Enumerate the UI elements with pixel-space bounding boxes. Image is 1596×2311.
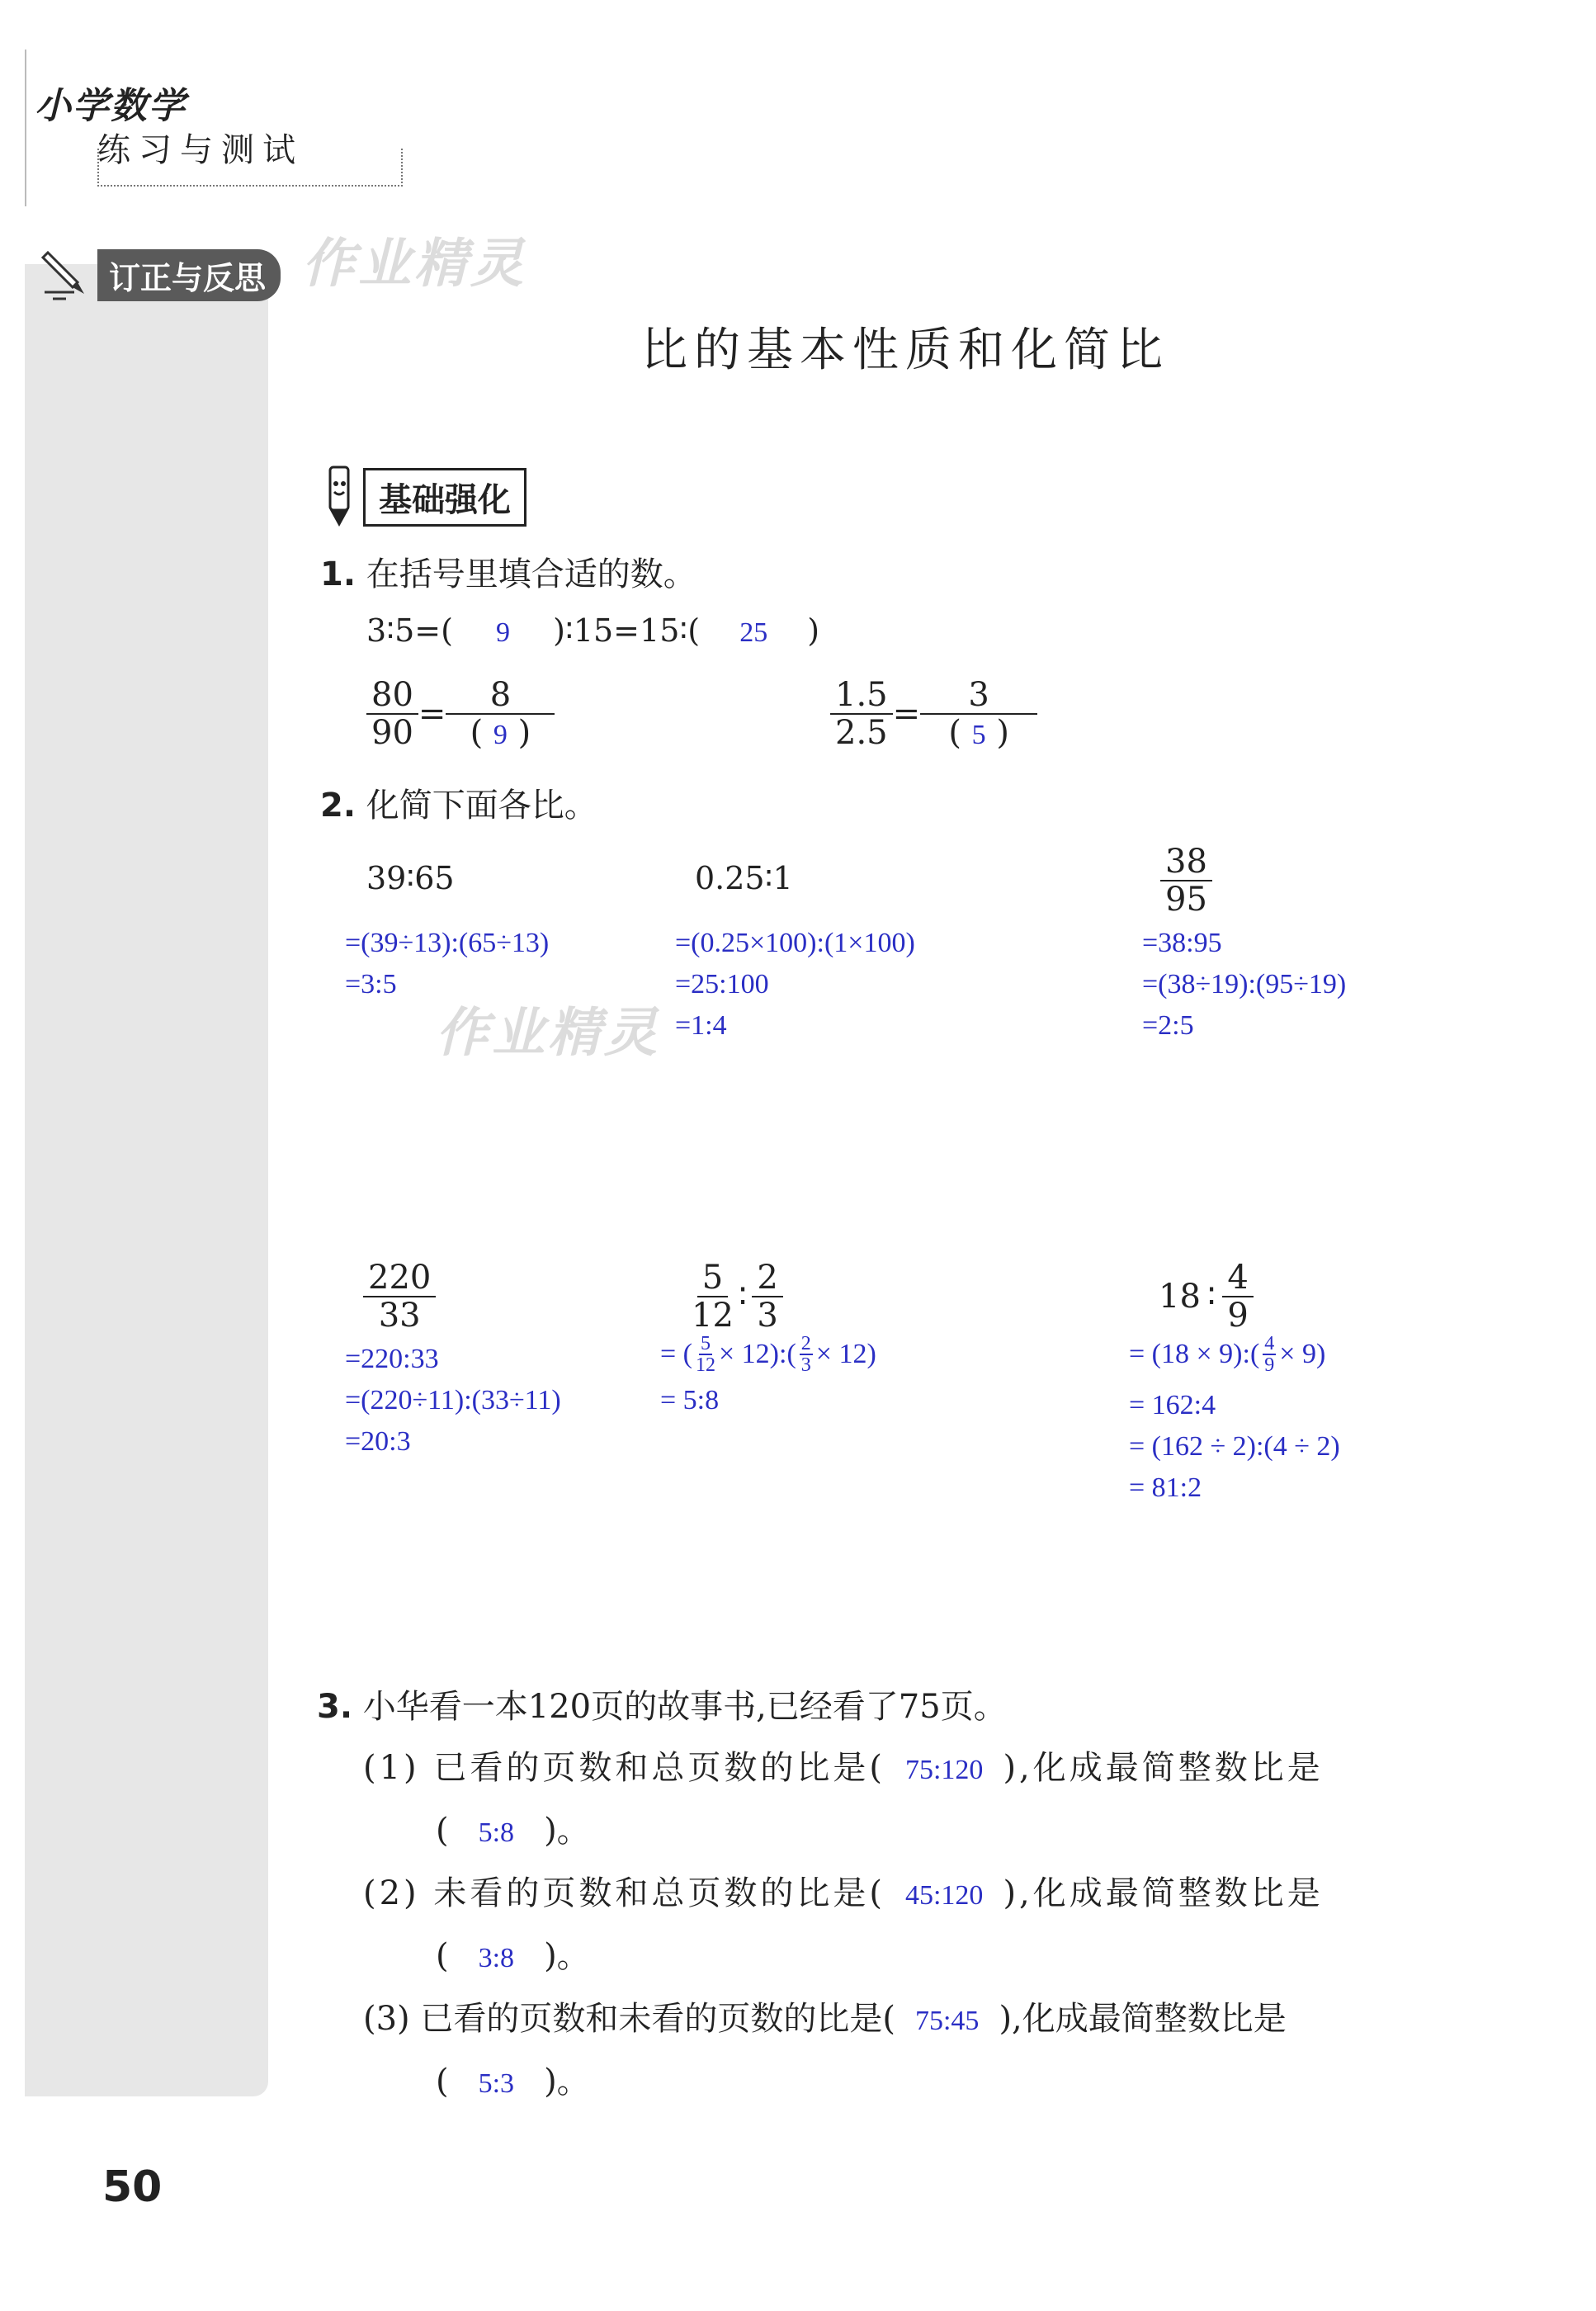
q2-p6-step-1 xyxy=(1129,1334,1325,1375)
q1-prompt-line xyxy=(320,548,696,595)
q2-p5-step1-f2d: 3 xyxy=(800,1354,811,1376)
q2-p6-step1-fd: 9 xyxy=(1264,1354,1275,1376)
q3-s3-answer-1: 75:45 xyxy=(914,2006,980,2036)
q3-s1-text: (1) 已看的页数和总页数的比是( xyxy=(363,1749,885,1787)
q3-s2-line xyxy=(363,1867,1324,1914)
q2-p5-step-2: = 5:8 xyxy=(660,1385,720,1415)
q3-s3-line2 xyxy=(436,2055,590,2102)
section-label: 基础强化 xyxy=(363,468,526,527)
q2-p5-colon: ∶ xyxy=(738,1278,748,1316)
q3-s3-open: ( xyxy=(436,2063,449,2101)
q1-answer-1: 9 xyxy=(496,617,511,648)
q3-s2-line2 xyxy=(436,1930,590,1977)
q2-p5-step1-f1n: 5 xyxy=(701,1333,711,1354)
q2-p6-num: 4 xyxy=(1222,1259,1253,1297)
q2-p4-expr xyxy=(363,1259,436,1334)
q2-p5-num2: 2 xyxy=(752,1259,782,1297)
series-subtitle-box xyxy=(97,149,403,187)
q2-number: 2. xyxy=(320,787,357,825)
watermark-middle: 作业精灵 xyxy=(436,1002,660,1064)
section-header xyxy=(320,464,526,530)
q1-answer-2: 25 xyxy=(739,617,768,648)
correction-sidebar xyxy=(25,264,268,2096)
page-number: 50 xyxy=(102,2162,163,2212)
q2-p2-expr: 0.25∶1 xyxy=(695,860,793,896)
q1-frac2-num: 1.5 xyxy=(830,677,893,715)
q1-ratio-line xyxy=(366,612,819,649)
q2-p2-step-2: =25:100 xyxy=(675,969,769,1000)
q3-number: 3. xyxy=(317,1688,353,1726)
q2-p4-solution xyxy=(345,1339,561,1463)
q2-p6-expr xyxy=(1159,1259,1254,1334)
q2-p6-step-4: = 81:2 xyxy=(1129,1472,1202,1503)
q1-prompt: 在括号里填合适的数。 xyxy=(366,555,696,593)
q1-frac2-answer: 5 xyxy=(971,720,986,750)
q2-p4-den: 33 xyxy=(378,1297,421,1335)
q2-p5-step1-c: × 12) xyxy=(815,1339,876,1369)
pencil-mascot-icon xyxy=(320,464,357,530)
q3-s2-mid: ),化成最简整数比是 xyxy=(1003,1874,1324,1912)
q2-p1-step-2: =3:5 xyxy=(345,969,397,1000)
q2-p2-step-1: =(0.25×100):(1×100) xyxy=(675,928,915,958)
q2-p6-step1-a: = (18 × 9):( xyxy=(1129,1339,1260,1369)
q1-frac1-rnum: 8 xyxy=(446,677,555,715)
q3-s2-close: )。 xyxy=(544,1937,590,1975)
q1-frac2-eq: = xyxy=(892,695,921,733)
q2-p6-step1-b: × 9) xyxy=(1279,1339,1326,1369)
q1-ratio-part-b: )∶15=15∶( xyxy=(553,612,701,649)
q3-s2-open: ( xyxy=(436,1937,449,1975)
q2-p6-colon: ∶ xyxy=(1206,1278,1216,1316)
q1-fraction-2: $\frac{1.5}{2.5}$ = $\frac{3}{( 5 )}$ xyxy=(830,677,1037,751)
q3-s3-answer-2: 5:3 xyxy=(478,2068,515,2099)
q3-s1-line xyxy=(363,1742,1324,1789)
q2-prompt-line xyxy=(320,779,597,826)
q1-frac2-den: 2.5 xyxy=(835,714,888,752)
header-rule xyxy=(25,50,26,206)
q3-s3-close: )。 xyxy=(544,2063,590,2101)
q3-s1-answer-1: 75:120 xyxy=(904,1755,984,1785)
q2-p4-step-3: =20:3 xyxy=(345,1426,411,1457)
q3-s3-line xyxy=(363,1992,1287,2039)
q2-p5-den1: 12 xyxy=(692,1297,734,1335)
q3-prompt-line xyxy=(317,1680,1007,1727)
q3-s2-answer-1: 45:120 xyxy=(904,1880,984,1911)
q2-p4-num: 220 xyxy=(363,1259,436,1297)
q3-s1-line2 xyxy=(436,1804,590,1851)
q1-ratio-part-a: 3∶5=( xyxy=(366,612,453,649)
q2-p3-solution xyxy=(1142,923,1346,1047)
watermark-top: 作业精灵 xyxy=(302,233,526,295)
q2-p5-step1-b: × 12):( xyxy=(719,1339,796,1369)
q2-p5-step1-f2n: 2 xyxy=(800,1333,811,1354)
q2-p3-den: 95 xyxy=(1165,881,1207,919)
q3-s2-answer-2: 3:8 xyxy=(478,1943,515,1973)
correction-label: 订正与反思 xyxy=(97,249,281,301)
q2-p1-solution xyxy=(345,923,549,1005)
q2-p5-step-1 xyxy=(660,1334,876,1375)
q2-p5-num1: 5 xyxy=(697,1259,728,1297)
q2-p3-step-1: =38:95 xyxy=(1142,928,1222,958)
q1-frac1-num: 80 xyxy=(366,677,418,715)
q1-ratio-part-c: ) xyxy=(807,612,820,649)
q1-frac1-eq: = xyxy=(418,695,446,733)
q1-fraction-1: $\frac{80}{90}$ = $\frac{8}{( 9 )}$ xyxy=(366,677,555,751)
correction-header xyxy=(41,248,281,302)
q1-frac1-answer: 9 xyxy=(493,720,508,750)
q3-s1-open: ( xyxy=(436,1812,449,1850)
q1-frac1-den: 90 xyxy=(371,714,413,752)
q2-p6-step-3: = (162 ÷ 2):(4 ÷ 2) xyxy=(1129,1431,1340,1462)
q3-s3-text: (3) 已看的页数和未看的页数的比是( xyxy=(363,2000,895,2038)
q2-p2-solution xyxy=(675,923,915,1047)
q2-p5-expr xyxy=(692,1259,783,1334)
q2-p5-step1-f1d: 12 xyxy=(696,1354,715,1376)
q2-p6-solution-rest xyxy=(1129,1385,1340,1509)
q2-p3-num: 38 xyxy=(1160,844,1212,881)
q2-prompt: 化简下面各比。 xyxy=(366,787,597,825)
q3-prompt: 小华看一本120页的故事书,已经看了75页。 xyxy=(362,1688,1007,1726)
q2-p1-expr: 39∶65 xyxy=(366,860,455,896)
q2-p6-step-2: = 162:4 xyxy=(1129,1390,1216,1420)
q3-s1-mid: ),化成最简整数比是 xyxy=(1003,1749,1324,1787)
q2-p2-step-3: =1:4 xyxy=(675,1010,727,1041)
q2-p3-step-3: =2:5 xyxy=(1142,1010,1194,1041)
q1-frac2-rnum: 3 xyxy=(920,677,1037,715)
q3-s1-close: )。 xyxy=(544,1812,590,1850)
q2-p1-step-1: =(39÷13):(65÷13) xyxy=(345,928,550,958)
q3-s3-mid: ),化成最简整数比是 xyxy=(999,2000,1287,2038)
q3-s2-text: (2) 未看的页数和总页数的比是( xyxy=(363,1874,885,1912)
page-title: 比的基本性质和化简比 xyxy=(641,324,1169,377)
q2-p5-step1-a: = ( xyxy=(660,1339,692,1369)
pencil-icon xyxy=(41,246,91,304)
series-subtitle: 练习与测试 xyxy=(97,131,304,169)
q2-p6-whole: 18 xyxy=(1159,1278,1201,1316)
q2-p3-step-2: =(38÷19):(95÷19) xyxy=(1142,969,1347,1000)
q1-number: 1. xyxy=(320,555,357,593)
q3-s1-answer-2: 5:8 xyxy=(478,1817,515,1848)
q2-p6-den: 9 xyxy=(1227,1297,1249,1335)
q2-p4-step-2: =(220÷11):(33÷11) xyxy=(345,1385,561,1415)
q2-p6-step1-fn: 4 xyxy=(1264,1333,1275,1354)
series-title: 小学数学 xyxy=(35,85,187,127)
q2-p3-expr xyxy=(1160,844,1212,918)
q2-p5-den2: 3 xyxy=(757,1297,778,1335)
q2-p4-step-1: =220:33 xyxy=(345,1344,439,1374)
